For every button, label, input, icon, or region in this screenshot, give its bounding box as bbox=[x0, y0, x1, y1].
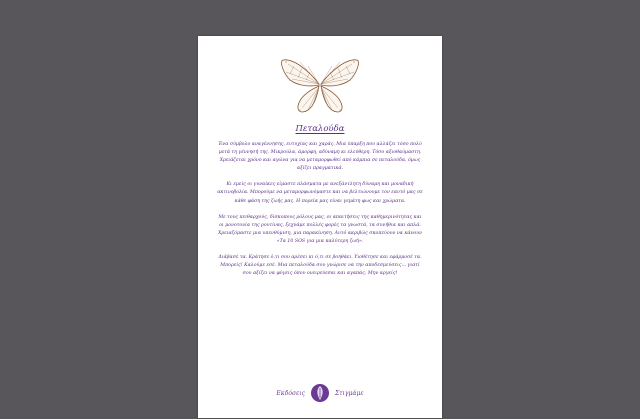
paragraph-2: Κι εμείς οι γυναίκες είμαστε πλάσματα με ανεξάντλητη δύναμη και μοναδική ακτινοβολία. Μπορούμε να μεταμορφωνόμαστε και να βελτιώνουμε τον εαυτό μας σε κάθε φάση της ζωής μας. Η πορεία μας είναι γεμάτη φως και χρώματα. bbox=[217, 182, 423, 204]
publisher-name-left: Εκδόσεις bbox=[276, 389, 305, 397]
paragraph-3: Με τους πειθαρχούς, δίσκοπους ρόλους μας, οι απαιτήσεις της καθημερινότητας και οι μονοτονία της ρουτίνας, ξεχνάμε πολλές φορές τα γνωστά, τα συνήθια και απλά. Χρειαζόμαστε μια υπενθύμιση, μια παρακίνηση. Αυτό ακριβώς σκοπεύουν να κάνουν «Τα 10 SOS για μια καλύτερη ζωή». bbox=[218, 214, 422, 244]
publisher-logo-icon bbox=[310, 383, 330, 403]
paragraph-1: Ένα σύμβολο αναγέννησης, ευτυχίας και χαράς. Μια ύπαρξη που αλλάζει τόσο πολύ μετά τη γέννησή της. Μικρούλα, άμορφη, αδύναμη κι ελεύθερη. Τόσο αξιοθαύμαστη. Χρειάζεται χρόνο και αγώνα για να μεταμορφωθεί από κάμπια σε πεταλούδα, όμως αξίζει πραγματικά. bbox=[218, 142, 422, 172]
publisher-name-right: Στιγμάμε bbox=[335, 389, 364, 397]
paragraph-4: Διάβασέ τα. Κράτησε ό,τι σου αρέσει κι ό,τι σε βοηθάει. Υιοθέτησε και εφάρμοσέ τα. Μπορείς! Καλούμε εσέ. Μια πεταλούδα σου γνώρισε να την αποδεσμεύσεις... γιατί σου αξίζει να φύγεις όπου ονειρεύεσαι και αγαπάς. Μην αργείς! bbox=[218, 255, 422, 277]
document-title: Πεταλούδα bbox=[295, 124, 345, 134]
document-body bbox=[216, 141, 424, 286]
publisher-footer bbox=[252, 382, 388, 404]
butterfly-wings-illustration bbox=[280, 52, 360, 118]
document-page bbox=[198, 36, 442, 418]
